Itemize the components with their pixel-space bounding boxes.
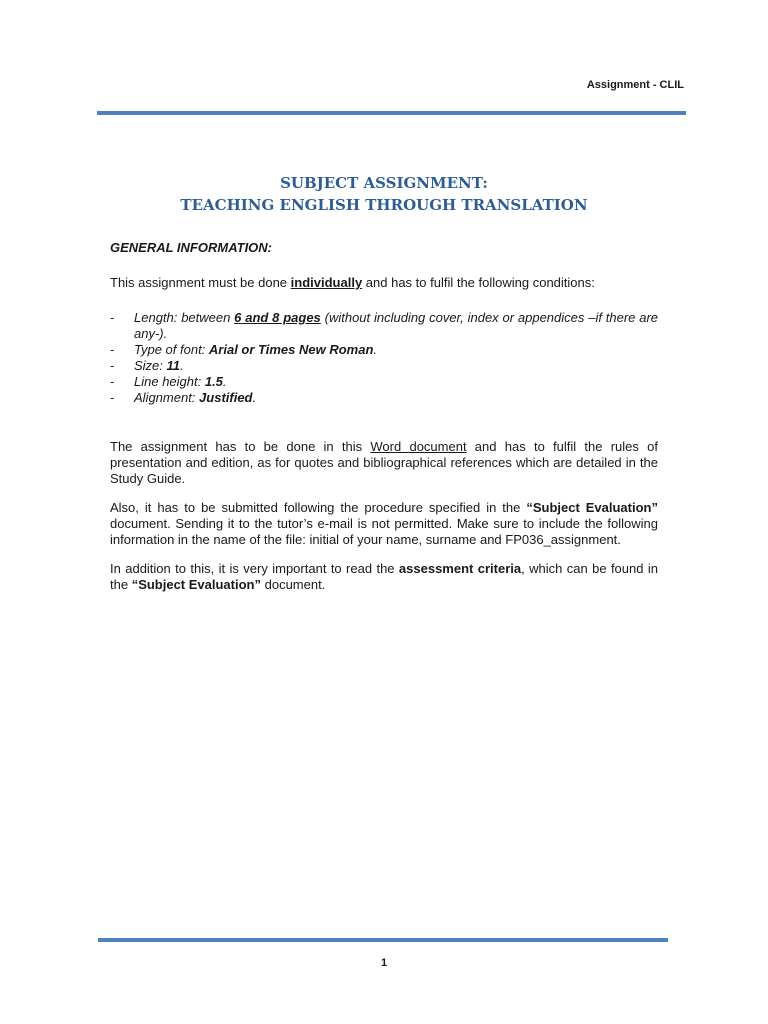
condition-size: [110, 358, 658, 374]
condition-label: Type of font:: [134, 342, 209, 357]
page-number: 1: [380, 957, 388, 969]
paragraph-text-end: and has to fulfil the rules of presentation and edition, as for quotes and bibliographical references which are detailed in the Study Guide.: [110, 439, 658, 486]
footer-rule: [98, 938, 668, 942]
paragraph-text-middle: , which can be found in the: [110, 561, 658, 592]
subject-evaluation-reference: “Subject Evaluation”: [526, 500, 658, 515]
condition-value: 1.5: [204, 374, 223, 389]
condition-label: Line height:: [134, 374, 205, 389]
condition-label: Alignment:: [134, 390, 200, 405]
condition-font: [110, 342, 658, 358]
paragraph-text-end: document. Sending it to the tutor’s e-mail is not permitted. Make sure to include the following information in the name of the file: initial of your name, surname and FP036_assignment.: [110, 516, 658, 547]
title-line-2: TEACHING ENGLISH THROUGH TRANSLATION: [180, 196, 588, 214]
intro-text: This assignment must be done: [110, 275, 291, 290]
condition-value: Justified: [199, 390, 253, 405]
condition-label: Length: between: [134, 310, 235, 325]
word-document-link[interactable]: Word document: [370, 439, 467, 454]
condition-rest: .: [180, 358, 184, 373]
subject-evaluation-reference: “Subject Evaluation”: [131, 577, 261, 592]
list-dash: -: [110, 390, 115, 405]
list-dash: -: [110, 342, 115, 357]
paragraph-text: Also, it has to be submitted following the procedure specified in the: [110, 500, 527, 515]
intro-emphasis: individually: [290, 275, 363, 290]
condition-rest: (without including cover, index or appendices –if there are any-).: [134, 310, 659, 341]
document-title: [0, 172, 768, 216]
submission-paragraph: [110, 500, 658, 548]
list-dash: -: [110, 374, 115, 389]
title-line-1: SUBJECT ASSIGNMENT:: [280, 174, 488, 192]
condition-rest: .: [222, 374, 227, 389]
list-dash: -: [110, 310, 115, 325]
section-heading: GENERAL INFORMATION:: [110, 240, 273, 255]
condition-alignment: [110, 390, 658, 406]
list-dash: -: [110, 358, 115, 373]
conditions-list: [110, 310, 658, 406]
assessment-paragraph: [110, 561, 658, 593]
condition-value: 6 and 8 pages: [234, 310, 321, 325]
word-document-paragraph: [110, 439, 658, 487]
condition-value: Arial or Times New Roman: [208, 342, 374, 357]
intro-paragraph: [110, 275, 658, 291]
condition-label: Size:: [134, 358, 167, 373]
condition-rest: .: [373, 342, 378, 357]
paragraph-text-end: document.: [261, 577, 326, 592]
condition-line-height: [110, 374, 658, 390]
condition-rest: .: [252, 390, 257, 405]
header-rule: [97, 111, 686, 115]
paragraph-text: In addition to this, it is very important to read the: [110, 561, 399, 576]
document-body: [110, 240, 658, 593]
page-header: Assignment - CLIL: [586, 79, 684, 91]
condition-length: [110, 310, 658, 342]
paragraph-text: The assignment has to be done in this: [110, 439, 371, 454]
assessment-criteria-reference: assessment criteria: [398, 561, 522, 576]
condition-value: 11: [166, 358, 181, 373]
intro-text-end: and has to fulfil the following conditions:: [362, 275, 595, 290]
